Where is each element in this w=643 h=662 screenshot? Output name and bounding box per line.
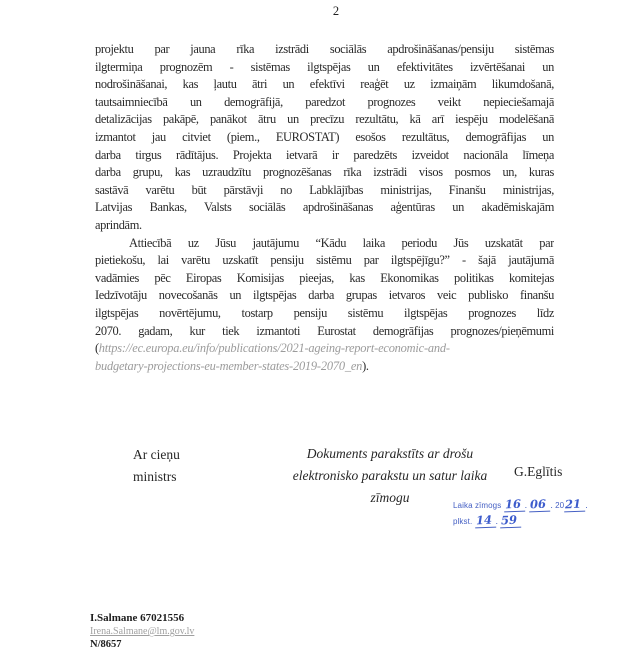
footer-contact-block bbox=[90, 612, 194, 651]
stamp-century: 20 bbox=[555, 501, 565, 510]
contact-name-phone: I.Salmane 67021556 bbox=[90, 612, 185, 624]
url-open-paren: ( bbox=[95, 341, 99, 356]
contact-email-line bbox=[90, 625, 194, 638]
stamp-month-handwritten: 06 bbox=[529, 499, 550, 513]
body-line: ilgtspējas novērtējumu, tostarp pensiju sistēmu ilgtspējas prognozes līdz bbox=[95, 305, 554, 320]
time-stamp-time-line bbox=[453, 514, 588, 529]
stamp-minute-handwritten: 59 bbox=[500, 515, 521, 529]
page-number: 2 bbox=[332, 4, 340, 18]
report-url-link[interactable]: budgetary-projections-eu-member-states-2019-2070_en bbox=[95, 358, 363, 373]
body-line: Iedzīvotāju novecošanās un ilgtspējas darba grupas ietvaros veic publisko finanšu bbox=[95, 288, 554, 303]
stamp-separator: . bbox=[524, 500, 528, 510]
letter-body bbox=[95, 41, 554, 375]
stamp-separator: . bbox=[550, 500, 553, 510]
stamp-separator: . bbox=[495, 516, 499, 526]
body-line: pietiekošu, lai varētu uzskatīt pensiju sistēmu par ilgtspējīgu?” - šajā jautājumā bbox=[95, 253, 554, 268]
signer-title: ministrs bbox=[133, 469, 177, 484]
signer-name: G.Eglītis bbox=[514, 464, 563, 479]
esignature-note-line: elektronisko parakstu un satur laika bbox=[292, 467, 488, 483]
body-line bbox=[95, 358, 554, 376]
reference-number: N/8657 bbox=[90, 639, 122, 650]
time-stamp bbox=[453, 498, 588, 529]
body-line: darba tirgus rādītājus. Projekta ietvarā ir paredzēts izveidot nacionāla līmeņa bbox=[95, 147, 554, 162]
url-close-paren: ). bbox=[362, 358, 369, 373]
body-line: detalizācijas pakāpē, panākot ātru un precīzu rezultātu, kā arī iespēju modelēšanā bbox=[95, 112, 554, 127]
closing-text: Ar cieņu bbox=[133, 447, 180, 462]
contact-email-link[interactable]: Irena.Salmane@lm.gov.lv bbox=[90, 626, 195, 637]
signature-closing-block bbox=[133, 444, 180, 488]
body-line: izmantot jau citviet (piem., EUROSTAT) esošos rezultātus, demogrāfijas un bbox=[95, 129, 554, 144]
body-line: aprindām. bbox=[95, 217, 142, 232]
time-label: plkst. bbox=[453, 517, 473, 526]
body-line: Attiecībā uz Jūsu jautājumu “Kādu laika periodu Jūs uzskatāt par bbox=[129, 235, 554, 250]
time-stamp-date-line bbox=[453, 498, 588, 513]
body-line: tautsaimniecībā un demogrāfijā, paredzot prognozes veikt nepieciešamajā bbox=[95, 94, 554, 109]
body-line: nodrošināšanai, kas ļautu ātri un efektīvi reaģēt uz izmaiņām likumdošanā, bbox=[95, 77, 554, 92]
stamp-day-handwritten: 16 bbox=[503, 499, 524, 513]
stamp-year-handwritten: 21 bbox=[564, 499, 585, 513]
body-line: Latvijas Bankas, Valsts sociālās apdrošināšanas aģentūras un akadēmiskajām bbox=[95, 200, 554, 215]
body-line: darba grupu, kas uzraudzītu prognozēšanas rīka izstrādi visos posmos un, kuras bbox=[95, 165, 554, 180]
body-line: 2070. gadam, kur tiek izmantoti Eurostat demogrāfijas prognozes/pieņēmumi bbox=[95, 323, 554, 338]
body-line: vadāmies pēc Eiropas Komisijas pieejas, kas Ekonomikas politikas komitejas bbox=[95, 270, 554, 285]
report-url-link[interactable]: https://ec.europa.eu/info/publications/2021-ageing-report-economic-and- bbox=[98, 341, 450, 356]
stamp-separator: . bbox=[585, 500, 588, 510]
esignature-note-line: Dokuments parakstīts ar drošu bbox=[306, 446, 474, 461]
body-line: ilgtermiņa prognozēm - sistēmas ilgtspējas un efektivitātes izvērtēšanai un bbox=[95, 59, 554, 74]
stamp-hour-handwritten: 14 bbox=[474, 515, 495, 529]
body-line bbox=[95, 340, 554, 358]
esignature-note-line: zīmogu bbox=[370, 489, 410, 505]
time-stamp-label: Laika zīmogs bbox=[453, 501, 502, 510]
body-line: projektu par jauna rīka izstrādi sociālās apdrošināšanas/pensiju sistēmas bbox=[95, 42, 554, 56]
body-line: sastāvā varētu būt pārstāvji no Labklājības ministrijas, Finanšu ministrijas, bbox=[95, 182, 554, 197]
